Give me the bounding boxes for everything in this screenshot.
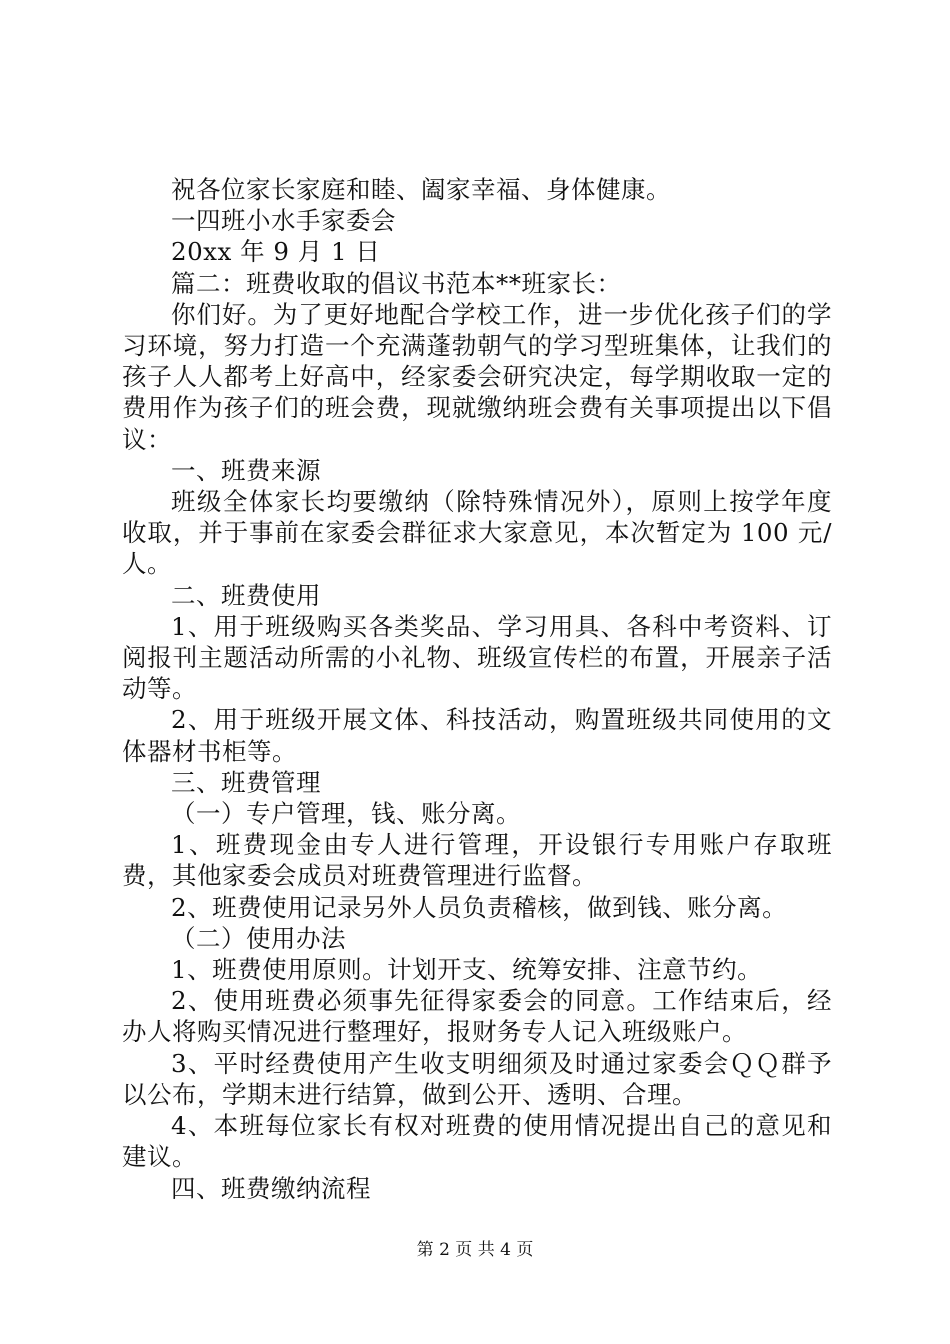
heading-fee-usage: 二、班费使用: [171, 580, 321, 610]
paragraph-method-3: 3、平时经费使用产生收支明细须及时通过家委会ＱＱ群予以公布，学期末进行结算，做到公开、透明、合理。: [122, 1048, 832, 1109]
paragraph-method-1: 1、班费使用原则。计划开支、统筹安排、注意节约。: [171, 955, 763, 985]
subheading-usage-method: （二）使用办法: [171, 923, 346, 953]
paragraph-usage-1: 1、用于班级购买各类奖品、学习用具、各科中考资料、订阅报刊主题活动所需的小礼物、班级宣传栏的布置，开展亲子活动等。: [122, 611, 832, 704]
paragraph-usage-2: 2、用于班级开展文体、科技活动，购置班级共同使用的文体器材书柜等。: [122, 705, 832, 766]
subheading-dedicated-account: （一）专户管理，钱、账分离。: [171, 799, 521, 829]
closing-wish: 祝各位家长家庭和睦、阖家幸福、身体健康。: [171, 175, 671, 204]
paragraph-greeting-intro: 你们好。为了更好地配合学校工作，进一步优化孩子们的学习环境，努力打造一个充满蓬勃朝气的学习型班集体，让我们的孩子人人都考上好高中，经家委会研究决定，每学期收取一定的费用作为孩子们的班会费，现就缴纳班会费有关事项提出以下倡议：: [122, 299, 832, 454]
document-body: [122, 174, 832, 1204]
paragraph-method-2: 2、使用班费必须事先征得家委会的同意。工作结束后，经办人将购买情况进行整理好，报财务专人记入班级账户。: [122, 986, 832, 1047]
paragraph-management-2: 2、班费使用记录另外人员负责稽核，做到钱、账分离。: [171, 892, 788, 922]
section-title-part-two: 篇二：班费收取的倡议书范本**班家长：: [171, 268, 622, 298]
signature-date: 20xx 年 9 月 1 日: [171, 237, 381, 267]
paragraph-fee-source: 班级全体家长均要缴纳（除特殊情况外），原则上按学年度收取，并于事前在家委会群征求大家意见，本次暂定为 100 元/人。: [122, 487, 832, 579]
paragraph-management-1: 1、班费现金由专人进行管理，开设银行专用账户存取班费，其他家委会成员对班费管理进行监督。: [122, 830, 832, 891]
heading-payment-process: 四、班费缴纳流程: [171, 1173, 371, 1203]
signature-committee: 一四班小水手家委会: [171, 206, 396, 236]
page-number-footer: 第 2 页 共 4 页: [416, 1240, 534, 1260]
heading-fee-source: 一、班费来源: [171, 455, 321, 485]
heading-fee-management: 三、班费管理: [171, 767, 321, 797]
paragraph-method-4: 4、本班每位家长有权对班费的使用情况提出自己的意见和建议。: [122, 1111, 832, 1172]
